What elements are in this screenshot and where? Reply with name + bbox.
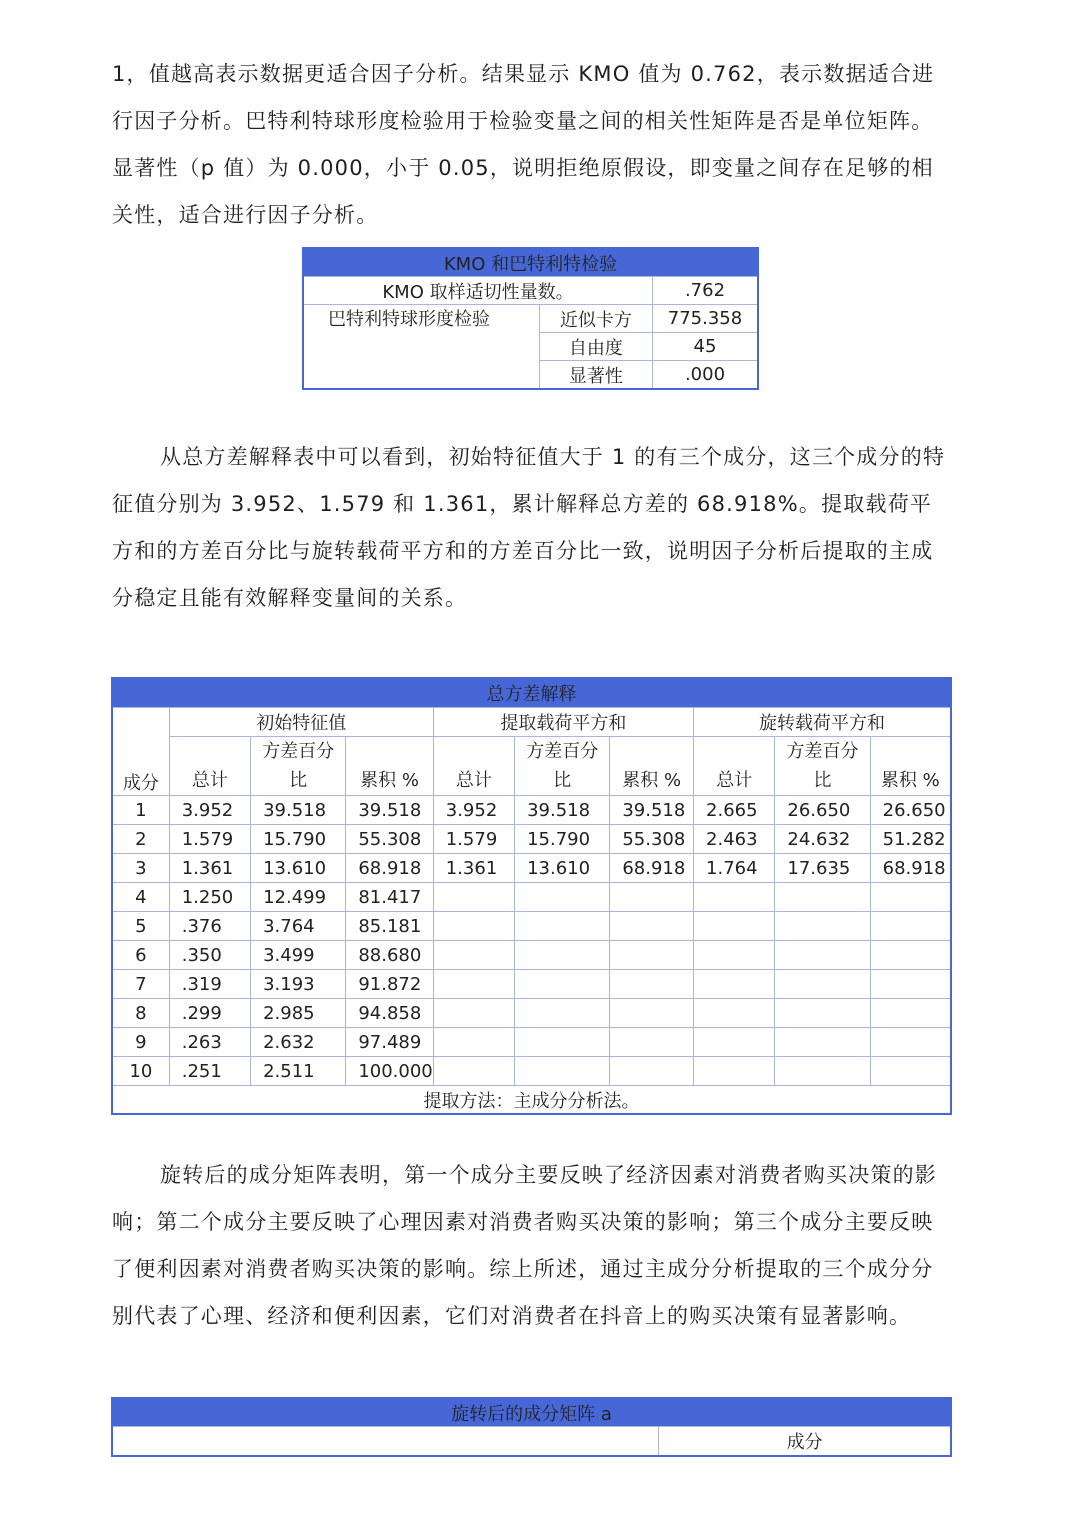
table-cell: 39.518 <box>251 796 346 825</box>
table-cell: 3.764 <box>251 912 346 941</box>
table-cell: 13.610 <box>251 854 346 883</box>
table-cell <box>433 912 514 941</box>
table-cell <box>515 999 610 1028</box>
table-cell: 81.417 <box>346 883 433 912</box>
table-cell <box>870 999 951 1028</box>
table-cell: 1.579 <box>433 825 514 854</box>
df-value: 45 <box>652 333 758 361</box>
table-cell: 88.680 <box>346 941 433 970</box>
table-cell <box>694 941 775 970</box>
table-row <box>112 912 951 941</box>
table-cell: 26.650 <box>775 796 870 825</box>
table-cell <box>694 970 775 999</box>
table-cell: 2.985 <box>251 999 346 1028</box>
table-cell <box>870 1057 951 1086</box>
table-cell <box>610 999 694 1028</box>
table-cell: 3.193 <box>251 970 346 999</box>
sub-header-total: 总计 <box>169 737 250 796</box>
table-row <box>112 941 951 970</box>
table-cell: 24.632 <box>775 825 870 854</box>
table-cell <box>870 970 951 999</box>
kmo-bartlett-table <box>302 247 759 390</box>
table-cell: 94.858 <box>346 999 433 1028</box>
paragraph-kmo-explanation: 1，值越高表示数据更适合因子分析。结果显示 KMO 值为 0.762，表示数据适合进行因子分析。巴特利特球形度检验用于检验变量之间的相关性矩阵是否是单位矩阵。显著性（p 值）为 0.000，小于 0.05，说明拒绝原假设，即变量之间存在足够的相关性，适合进行因子分析。 <box>112 62 935 227</box>
table-cell: 68.918 <box>346 854 433 883</box>
table-cell <box>515 1028 610 1057</box>
table-row <box>112 1028 951 1057</box>
table-cell <box>775 883 870 912</box>
component-number: 2 <box>112 825 169 854</box>
table-cell <box>433 1057 514 1086</box>
table-cell <box>515 970 610 999</box>
component-number: 8 <box>112 999 169 1028</box>
kmo-value: .762 <box>652 277 758 305</box>
kmo-label: KMO 取样适切性量数。 <box>303 277 652 305</box>
rotated-component-header: 成分 <box>659 1427 951 1457</box>
table-cell <box>694 912 775 941</box>
table-cell <box>610 912 694 941</box>
table-row <box>112 825 951 854</box>
table-cell: 55.308 <box>346 825 433 854</box>
sub-header-variance-percent: 方差百分比 <box>775 737 870 796</box>
df-label: 自由度 <box>539 333 652 361</box>
table-cell <box>515 912 610 941</box>
chi-square-value: 775.358 <box>652 305 758 333</box>
group-header-extraction: 提取载荷平方和 <box>433 708 693 737</box>
table-cell <box>610 883 694 912</box>
component-header: 成分 <box>112 708 169 796</box>
paragraph-rotated-matrix-explanation: 旋转后的成分矩阵表明，第一个成分主要反映了经济因素对消费者购买决策的影响；第二个成分主要反映了心理因素对消费者购买决策的影响；第三个成分主要反映了便利因素对消费者购买决策的影响。综上所述，通过主成分分析提取的三个成分分别代表了心理、经济和便利因素，它们对消费者在抖音上的购买决策有显著影响。 <box>112 1163 937 1328</box>
table-cell <box>515 941 610 970</box>
table-row <box>112 854 951 883</box>
group-header-rotation: 旋转载荷平方和 <box>694 708 951 737</box>
table-cell <box>515 883 610 912</box>
table-cell: 1.579 <box>169 825 250 854</box>
table-cell: 68.918 <box>610 854 694 883</box>
table-cell: 13.610 <box>515 854 610 883</box>
table-cell: 26.650 <box>870 796 951 825</box>
table-cell: .350 <box>169 941 250 970</box>
table-cell: 12.499 <box>251 883 346 912</box>
table-cell: 68.918 <box>870 854 951 883</box>
table-cell <box>610 1028 694 1057</box>
table-cell: 3.499 <box>251 941 346 970</box>
table-cell <box>433 999 514 1028</box>
table-cell <box>870 941 951 970</box>
kmo-table-title: KMO 和巴特利特检验 <box>303 248 758 277</box>
table-cell: 17.635 <box>775 854 870 883</box>
table-cell: .299 <box>169 999 250 1028</box>
table-row <box>112 883 951 912</box>
table-cell: 39.518 <box>346 796 433 825</box>
table-cell <box>694 1028 775 1057</box>
table-cell <box>775 999 870 1028</box>
bartlett-label: 巴特利特球形度检验 <box>303 305 539 390</box>
table-cell <box>433 941 514 970</box>
chi-square-label: 近似卡方 <box>539 305 652 333</box>
table-cell <box>610 1057 694 1086</box>
table-cell: .376 <box>169 912 250 941</box>
table-cell: .319 <box>169 970 250 999</box>
table-row <box>112 999 951 1028</box>
component-number: 6 <box>112 941 169 970</box>
rotated-table-title: 旋转后的成分矩阵 a <box>112 1398 951 1427</box>
table-cell: 51.282 <box>870 825 951 854</box>
extraction-method-note: 提取方法：主成分分析法。 <box>112 1086 951 1115</box>
table-cell <box>610 941 694 970</box>
table-cell: 1.361 <box>433 854 514 883</box>
table-cell: 1.764 <box>694 854 775 883</box>
table-cell <box>775 941 870 970</box>
table-cell <box>775 1057 870 1086</box>
component-number: 10 <box>112 1057 169 1086</box>
group-header-initial: 初始特征值 <box>169 708 433 737</box>
table-cell <box>515 1057 610 1086</box>
table-cell <box>870 1028 951 1057</box>
table-cell: 2.665 <box>694 796 775 825</box>
total-variance-table <box>111 677 952 1115</box>
table-cell: 55.308 <box>610 825 694 854</box>
sub-header-total: 总计 <box>694 737 775 796</box>
paragraph-variance-explanation: 从总方差解释表中可以看到，初始特征值大于 1 的有三个成分，这三个成分的特征值分别为 3.952、1.579 和 1.361，累计解释总方差的 68.918%。提取载荷平方和的方差百分比与旋转载荷平方和的方差百分比一致，说明因子分析后提取的主成分稳定且能有效解释变量间的关系。 <box>112 445 946 610</box>
table-cell: 85.181 <box>346 912 433 941</box>
variance-table-title: 总方差解释 <box>112 678 951 708</box>
table-cell: 3.952 <box>169 796 250 825</box>
table-cell: 2.463 <box>694 825 775 854</box>
table-cell: .251 <box>169 1057 250 1086</box>
component-number: 4 <box>112 883 169 912</box>
sub-header-total: 总计 <box>433 737 514 796</box>
table-cell <box>610 970 694 999</box>
sub-header-variance-percent: 方差百分比 <box>515 737 610 796</box>
sub-header-variance-percent: 方差百分比 <box>251 737 346 796</box>
sub-header-row <box>112 737 951 796</box>
table-cell: 2.511 <box>251 1057 346 1086</box>
table-row <box>112 970 951 999</box>
significance-label: 显著性 <box>539 361 652 390</box>
table-cell <box>433 1028 514 1057</box>
table-cell <box>694 999 775 1028</box>
significance-value: .000 <box>652 361 758 390</box>
table-cell: .263 <box>169 1028 250 1057</box>
sub-header-cumulative: 累积 % <box>346 737 433 796</box>
table-row <box>112 796 951 825</box>
rotated-component-matrix-table <box>111 1397 952 1457</box>
table-cell: 39.518 <box>610 796 694 825</box>
sub-header-cumulative: 累积 % <box>610 737 694 796</box>
rotated-table-blank-header <box>112 1427 659 1457</box>
table-row <box>112 1057 951 1086</box>
component-number: 1 <box>112 796 169 825</box>
component-number: 5 <box>112 912 169 941</box>
table-cell <box>694 883 775 912</box>
component-number: 3 <box>112 854 169 883</box>
table-cell <box>694 1057 775 1086</box>
table-cell <box>870 912 951 941</box>
table-cell: 15.790 <box>251 825 346 854</box>
table-cell: 97.489 <box>346 1028 433 1057</box>
table-cell <box>775 912 870 941</box>
table-cell <box>775 970 870 999</box>
table-cell <box>775 1028 870 1057</box>
table-cell: 3.952 <box>433 796 514 825</box>
table-cell: 1.361 <box>169 854 250 883</box>
table-cell: 39.518 <box>515 796 610 825</box>
component-number: 9 <box>112 1028 169 1057</box>
table-cell <box>433 970 514 999</box>
table-cell: 15.790 <box>515 825 610 854</box>
table-cell <box>433 883 514 912</box>
table-cell: 1.250 <box>169 883 250 912</box>
table-cell <box>870 883 951 912</box>
component-number: 7 <box>112 970 169 999</box>
table-cell: 100.000 <box>346 1057 433 1086</box>
table-cell: 91.872 <box>346 970 433 999</box>
table-cell: 2.632 <box>251 1028 346 1057</box>
sub-header-cumulative: 累积 % <box>870 737 951 796</box>
